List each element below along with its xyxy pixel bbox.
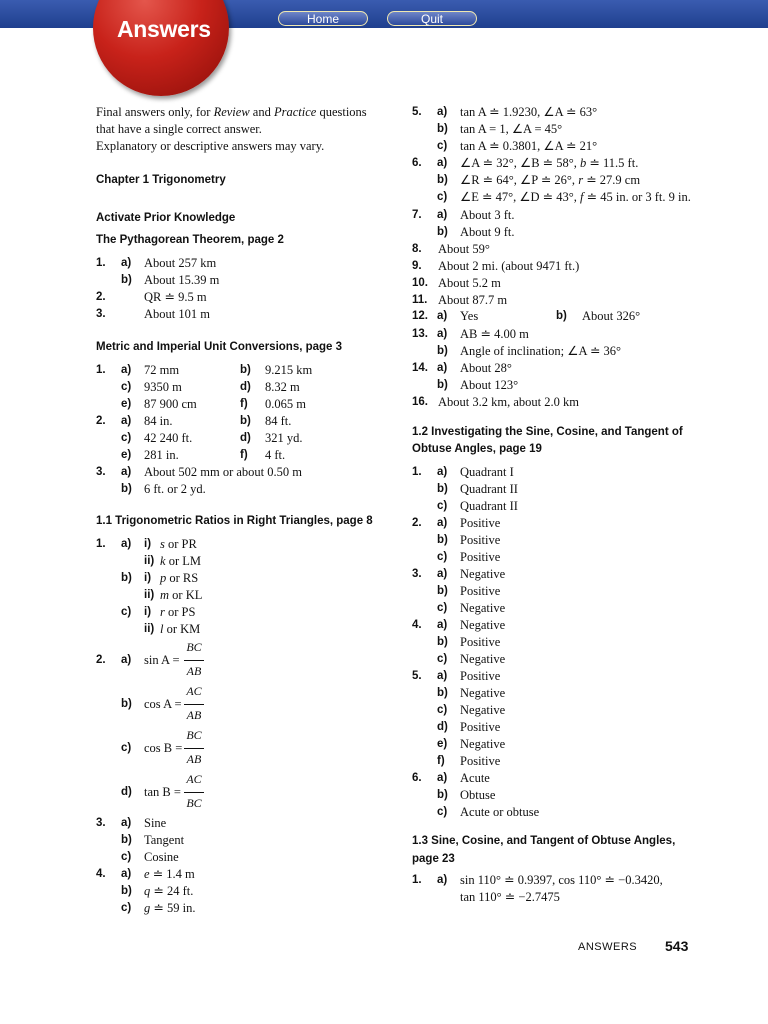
fraction-bar [184, 792, 204, 793]
answer-text: About 101 m [144, 307, 210, 321]
answer-text: About 3.2 km, about 2.0 km [438, 395, 579, 409]
question-number: 5. [412, 670, 422, 682]
question-number: 2. [96, 291, 106, 303]
answer-part: ∠A ≐ 32°, ∠B ≐ 58°, [460, 156, 581, 170]
answer-text: Cosine [144, 850, 179, 864]
answer-text: 4 ft. [265, 448, 286, 462]
part-label: a) [437, 568, 448, 580]
answer-text: About 9 ft. [460, 225, 515, 239]
part-label: b) [437, 534, 448, 546]
answer-text [160, 537, 197, 551]
question-number: 1. [96, 538, 106, 550]
part-label: b) [437, 345, 448, 357]
part-label: b) [437, 174, 448, 186]
part-label: d) [240, 381, 251, 393]
answer-text [160, 554, 201, 568]
answer-text: QR ≐ 9.5 m [144, 290, 207, 304]
part-label: f) [437, 755, 445, 767]
answer-text: About 28° [460, 361, 512, 375]
quit-button[interactable]: Quit [387, 11, 477, 26]
question-number: 6. [412, 772, 422, 784]
part-label: b) [240, 415, 251, 427]
chapter-title: Chapter 1 Trigonometry [96, 174, 226, 186]
question-number: 3. [96, 466, 106, 478]
variable: k [160, 554, 166, 568]
question-number: 2. [412, 517, 422, 529]
variable: m [160, 588, 170, 602]
answer-text: Positive [460, 550, 501, 564]
question-number: 16. [412, 396, 428, 408]
part-label: b) [437, 687, 448, 699]
question-number: 1. [412, 466, 422, 478]
answer-rest: or KM [163, 622, 201, 636]
part-label: b) [121, 698, 132, 710]
part-label: a) [437, 310, 448, 322]
answer-text: Quadrant I [460, 465, 514, 479]
part-label: c) [121, 851, 132, 863]
answer-text: 281 in. [144, 448, 179, 462]
answer-text [460, 156, 638, 170]
part-label: f) [240, 449, 248, 461]
answer-text: Positive [460, 754, 501, 768]
variable: r [160, 605, 165, 619]
question-number: 3. [412, 568, 422, 580]
answer-text: Quadrant II [460, 499, 518, 513]
section-heading: Obtuse Angles, page 19 [412, 443, 542, 455]
question-number: 5. [412, 106, 422, 118]
intro-text: Final answers only, for [96, 105, 214, 119]
variable: p [160, 571, 167, 585]
fraction-numerator: BC [186, 728, 202, 742]
part-label: c) [121, 742, 132, 754]
answer-text: About 15.39 m [144, 273, 220, 287]
ratio-label: sin A = [144, 653, 180, 667]
answer-text: About 502 mm or about 0.50 m [144, 465, 302, 479]
part-label: a) [437, 157, 448, 169]
section-heading: page 23 [412, 853, 455, 865]
answer-part: ∠E ≐ 47°, ∠D ≐ 43°, [460, 190, 581, 204]
part-label: a) [121, 654, 132, 666]
answer-text: 87 900 cm [144, 397, 197, 411]
variable: r [578, 173, 584, 187]
part-label: d) [240, 432, 251, 444]
part-label: b) [437, 585, 448, 597]
part-label: b) [121, 274, 132, 286]
question-number: 4. [412, 619, 422, 631]
fraction-denominator: AB [186, 664, 202, 678]
answer-text: About 257 km [144, 256, 217, 270]
intro-line-2: that have a single correct answer. [96, 122, 262, 136]
fraction-numerator: AC [186, 772, 202, 786]
part-label: a) [437, 106, 448, 118]
part-label: b) [437, 789, 448, 801]
answer-part: ≐ 45 in. or 3 ft. 9 in. [583, 190, 691, 204]
answer-text: Positive [460, 635, 501, 649]
question-number: 8. [412, 243, 422, 255]
question-number: 3. [96, 817, 106, 829]
part-label: b) [437, 226, 448, 238]
answer-text: 72 mm [144, 363, 180, 377]
part-label: a) [437, 517, 448, 529]
answer-part: ≐ 11.5 ft. [586, 156, 639, 170]
answer-text: tan 110° ≐ −2.7475 [460, 890, 560, 904]
ratio-label: cos B = [144, 741, 183, 755]
part-label: a) [437, 874, 448, 886]
part-label: c) [121, 902, 132, 914]
answer-text [160, 571, 198, 585]
section-heading: The Pythagorean Theorem, page 2 [96, 234, 284, 246]
section-heading: Activate Prior Knowledge [96, 212, 236, 224]
answer-text: 84 ft. [265, 414, 292, 428]
fraction-bar [184, 660, 204, 661]
answer-text [144, 867, 195, 881]
answer-text: About 5.2 m [438, 276, 501, 290]
part-label: c) [437, 191, 448, 203]
ratio-label: tan B = [144, 785, 181, 799]
answer-text [144, 884, 193, 898]
footer-label: ANSWERS [578, 941, 638, 953]
answer-text: Positive [460, 584, 501, 598]
variable: b [580, 156, 587, 170]
variable: s [160, 537, 165, 551]
fraction-denominator: AB [186, 708, 202, 722]
answer-rest: or LM [165, 554, 201, 568]
question-number: 1. [96, 364, 106, 376]
part-label: b) [437, 379, 448, 391]
answer-text: Negative [460, 703, 506, 717]
part-label: b) [240, 364, 251, 376]
part-label: a) [121, 538, 132, 550]
subpart-label: ii) [144, 589, 155, 601]
part-label: e) [437, 738, 448, 750]
part-label: a) [121, 817, 132, 829]
part-label: c) [437, 500, 448, 512]
part-label: c) [437, 551, 448, 563]
answer-text [160, 588, 202, 602]
question-number: 11. [412, 294, 428, 306]
answer-text: Negative [460, 737, 506, 751]
part-label: a) [437, 772, 448, 784]
part-label: c) [437, 704, 448, 716]
answer-text: Negative [460, 601, 506, 615]
question-number: 12. [412, 310, 428, 322]
part-label: a) [121, 257, 132, 269]
part-label: b) [121, 885, 132, 897]
part-label: c) [121, 381, 132, 393]
answer-text [460, 190, 691, 204]
answer-text: Negative [460, 618, 506, 632]
subpart-label: i) [144, 538, 152, 550]
variable: q [144, 884, 151, 898]
intro-text: and [249, 105, 274, 119]
answer-rest: ≐ 24 ft. [150, 884, 194, 898]
answer-text [144, 901, 195, 915]
part-label: c) [437, 806, 448, 818]
answer-rest: or KL [169, 588, 203, 602]
section-heading: 1.2 Investigating the Sine, Cosine, and Tangent of [412, 426, 683, 438]
section-heading: Metric and Imperial Unit Conversions, page 3 [96, 341, 343, 353]
part-label: c) [437, 140, 448, 152]
part-label: a) [437, 466, 448, 478]
question-number: 3. [96, 308, 106, 320]
answer-rest: or PR [164, 537, 197, 551]
variable: g [144, 901, 151, 915]
question-number: 4. [96, 868, 106, 880]
answer-text [460, 173, 640, 187]
part-label: a) [121, 415, 132, 427]
intro-line-1 [96, 105, 367, 119]
section-heading: 1.1 Trigonometric Ratios in Right Triangles, page 8 [96, 515, 373, 527]
question-number: 1. [412, 874, 422, 886]
answer-text: About 2 mi. (about 9471 ft.) [438, 259, 580, 273]
answer-rest: or PS [164, 605, 196, 619]
answer-text [160, 622, 200, 636]
part-label: b) [437, 483, 448, 495]
answer-text: Positive [460, 720, 501, 734]
intro-practice: Practice [273, 105, 317, 119]
part-label: b) [437, 123, 448, 135]
answers-badge [93, 0, 229, 96]
answer-part: ∠R ≐ 64°, ∠P ≐ 26°, [460, 173, 579, 187]
question-number: 2. [96, 415, 106, 427]
part-label: a) [121, 868, 132, 880]
answer-text: 9350 m [144, 380, 182, 394]
variable: e [144, 867, 150, 881]
answer-text: tan A ≐ 1.9230, ∠A ≐ 63° [460, 105, 598, 119]
answer-text: About 3 ft. [460, 208, 515, 222]
answer-text: AB ≐ 4.00 m [460, 327, 529, 341]
part-label: c) [437, 602, 448, 614]
answer-text: Acute or obtuse [460, 805, 540, 819]
fraction-bar [184, 748, 204, 749]
answer-text: Yes [460, 309, 479, 323]
fraction-numerator: BC [186, 640, 202, 654]
answer-text: 6 ft. or 2 yd. [144, 482, 206, 496]
answer-text: Positive [460, 669, 501, 683]
question-number: 6. [412, 157, 422, 169]
part-label: b) [437, 636, 448, 648]
question-number: 7. [412, 209, 422, 221]
question-number: 13. [412, 328, 428, 340]
fraction-numerator: AC [186, 684, 202, 698]
part-label: a) [437, 670, 448, 682]
answer-text: About 123° [460, 378, 519, 392]
part-label: d) [437, 721, 448, 733]
answer-text: Negative [460, 652, 506, 666]
answer-text [160, 605, 195, 619]
home-button[interactable]: Home [278, 11, 368, 26]
part-label: e) [121, 449, 132, 461]
intro-text: questions [316, 105, 367, 119]
answer-text: Quadrant II [460, 482, 518, 496]
part-label: c) [121, 432, 132, 444]
answer-text: Angle of inclination; ∠A ≐ 36° [460, 344, 622, 358]
question-number: 2. [96, 654, 106, 666]
question-number: 1. [96, 257, 106, 269]
variable: l [160, 622, 164, 636]
part-label: d) [121, 786, 132, 798]
part-label: a) [437, 619, 448, 631]
part-label: b) [121, 572, 132, 584]
part-label: a) [121, 466, 132, 478]
answer-text: About 59° [438, 242, 490, 256]
fraction-denominator: AB [186, 752, 202, 766]
answer-part: ≐ 27.9 cm [583, 173, 641, 187]
part-label: e) [121, 398, 132, 410]
answer-text: Positive [460, 533, 501, 547]
answer-rest: ≐ 1.4 m [149, 867, 195, 881]
part-label: a) [437, 328, 448, 340]
answer-text: Obtuse [460, 788, 496, 802]
question-number: 14. [412, 362, 428, 374]
subpart-label: ii) [144, 555, 155, 567]
answer-text: Sine [144, 816, 167, 830]
answer-text: 8.32 m [265, 380, 300, 394]
variable: f [580, 190, 584, 204]
part-label: b) [121, 834, 132, 846]
fraction-bar [184, 704, 204, 705]
answer-rest: ≐ 59 in. [150, 901, 196, 915]
answer-text: Negative [460, 686, 506, 700]
ratio-label: cos A = [144, 697, 182, 711]
answer-text: 84 in. [144, 414, 173, 428]
answer-text: 42 240 ft. [144, 431, 193, 445]
answer-text: Positive [460, 516, 501, 530]
answer-text: About 87.7 m [438, 293, 508, 307]
page-number: 543 [665, 938, 689, 954]
answer-text: 0.065 m [265, 397, 306, 411]
subpart-label: i) [144, 606, 152, 618]
answer-text: Acute [460, 771, 490, 785]
answer-text: sin 110° ≐ 0.9397, cos 110° ≐ −0.3420, [460, 873, 663, 887]
part-label: f) [240, 398, 248, 410]
answer-text: 9.215 km [265, 363, 313, 377]
badge-title: Answers [117, 16, 211, 42]
part-label: c) [437, 653, 448, 665]
answer-text: Tangent [144, 833, 185, 847]
answer-text: tan A = 1, ∠A = 45° [460, 122, 563, 136]
part-label: a) [437, 362, 448, 374]
intro-review: Review [213, 105, 250, 119]
part-label: b) [121, 483, 132, 495]
answer-text: About 326° [582, 309, 641, 323]
part-label: c) [121, 606, 132, 618]
fraction-denominator: BC [186, 796, 202, 810]
part-label: b) [556, 310, 567, 322]
question-number: 10. [412, 277, 428, 289]
part-label: a) [121, 364, 132, 376]
part-label: a) [437, 209, 448, 221]
subpart-label: i) [144, 572, 152, 584]
intro-line-3: Explanatory or descriptive answers may vary. [96, 139, 325, 153]
answer-text: 321 yd. [265, 431, 303, 445]
answer-text: tan A ≐ 0.3801, ∠A ≐ 21° [460, 139, 598, 153]
subpart-label: ii) [144, 623, 155, 635]
question-number: 9. [412, 260, 422, 272]
section-heading: 1.3 Sine, Cosine, and Tangent of Obtuse Angles, [412, 835, 676, 847]
answer-rest: or RS [166, 571, 199, 585]
answer-text: Negative [460, 567, 506, 581]
